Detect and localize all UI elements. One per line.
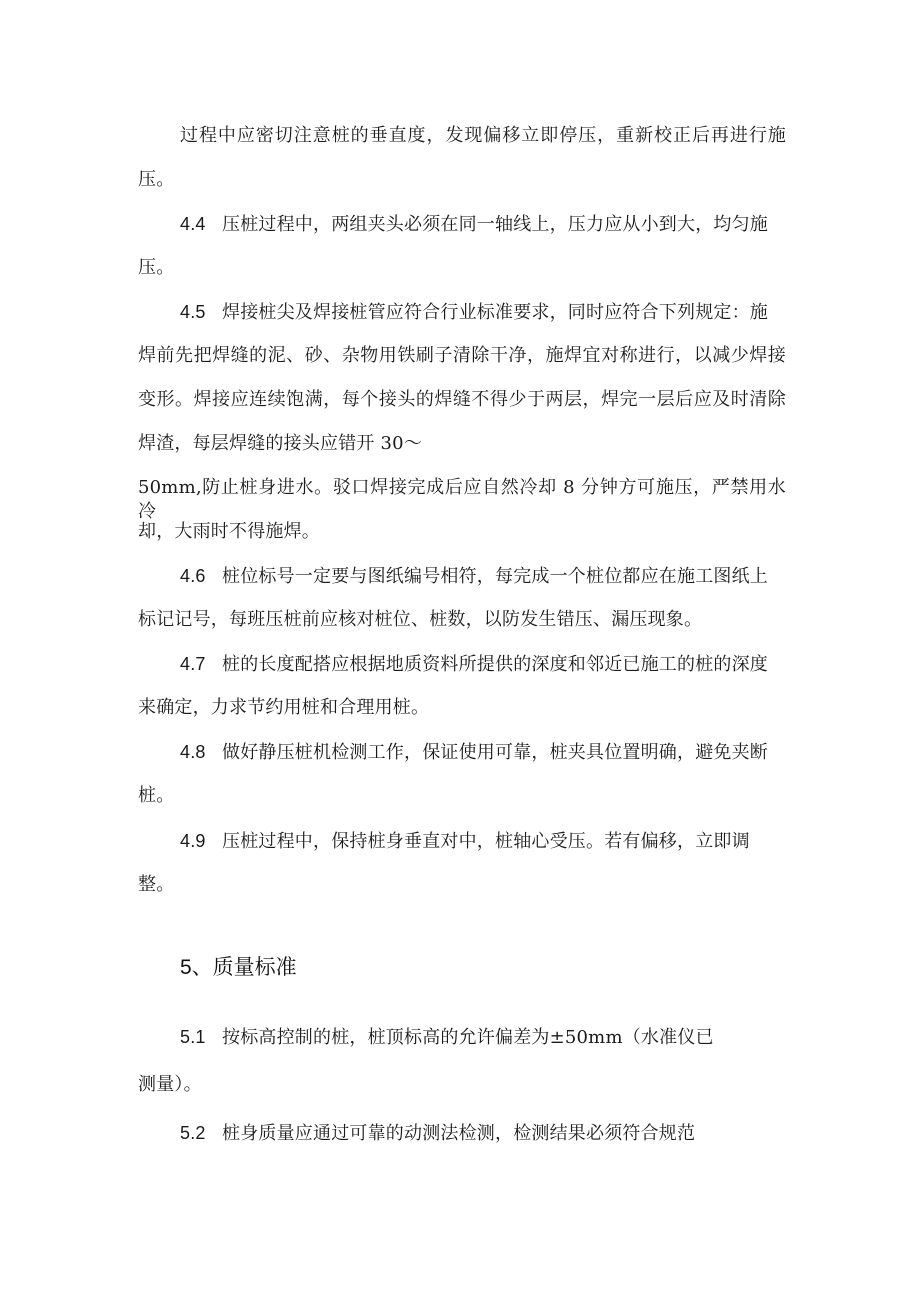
item-4-5 (180, 300, 800, 325)
item-4-9 (180, 829, 800, 854)
item-number: 4.7 (180, 654, 206, 674)
paragraph-line: 变形。焊接应连续饱满，每个接头的焊缝不得少于两层，焊完一层后应及时清除 (138, 389, 786, 410)
section-heading: 5、质量标准 (180, 956, 297, 979)
item-number: 4.4 (180, 214, 206, 234)
paragraph-line: 压。 (138, 169, 175, 190)
paragraph-line: 50mm,防止桩身进水。驳口焊接完成后应自然冷却 8 分钟方可施压，严禁用水冷 (138, 477, 786, 522)
item-4-4 (180, 212, 800, 237)
item-number: 4.9 (180, 831, 206, 851)
item-number: 4.5 (180, 302, 206, 322)
paragraph-line: 焊渣，每层焊缝的接头应错开 30～ (138, 433, 423, 454)
item-4-8 (180, 740, 800, 765)
item-number: 4.8 (180, 742, 206, 762)
paragraph-line: 桩的长度配搭应根据地质资料所提供的深度和邻近已施工的桩的深度 (222, 654, 768, 675)
paragraph-line: 压。 (138, 257, 175, 278)
item-4-6 (180, 564, 800, 589)
paragraph-line: 桩身质量应通过可靠的动测法检测，检测结果必须符合规范 (222, 1123, 696, 1144)
paragraph-line: 压桩过程中，两组夹头必须在同一轴线上，压力应从小到大，均匀施 (222, 214, 768, 235)
paragraph-line: 桩。 (138, 785, 175, 806)
item-5-1 (180, 1025, 800, 1050)
paragraph-line: 却，大雨时不得施焊。 (138, 521, 320, 542)
item-4-7 (180, 652, 800, 677)
paragraph-line: 整。 (138, 874, 175, 895)
paragraph-line: 标记记号，每班压桩前应核对桩位、桩数，以防发生错压、漏压现象。 (138, 609, 703, 630)
paragraph-line: 来确定，力求节约用桩和合理用桩。 (138, 697, 430, 718)
paragraph-line: 压桩过程中，保持桩身垂直对中，桩轴心受压。若有偏移，立即调 (222, 831, 750, 852)
paragraph-line: 按标高控制的桩，桩顶标高的允许偏差为±50mm（水准仪已 (222, 1027, 714, 1048)
paragraph-line: 做好静压桩机检测工作，保证使用可靠，桩夹具位置明确，避免夹断 (222, 742, 768, 763)
item-number: 4.6 (180, 566, 206, 586)
paragraph-line: 焊接桩尖及焊接桩管应符合行业标准要求，同时应符合下列规定：施 (222, 302, 768, 323)
paragraph-line: 焊前先把焊缝的泥、砂、杂物用铁刷子清除干净，施焊宜对称进行，以减少焊接 (138, 345, 786, 366)
item-5-2 (180, 1121, 800, 1146)
item-number: 5.1 (180, 1027, 206, 1047)
paragraph-line: 桩位标号一定要与图纸编号相符，每完成一个桩位都应在施工图纸上 (222, 566, 768, 587)
paragraph-line: 过程中应密切注意桩的垂直度，发现偏移立即停压，重新校正后再进行施 (180, 125, 786, 146)
item-number: 5.2 (180, 1123, 206, 1143)
paragraph-line: 测量）。 (138, 1074, 202, 1095)
